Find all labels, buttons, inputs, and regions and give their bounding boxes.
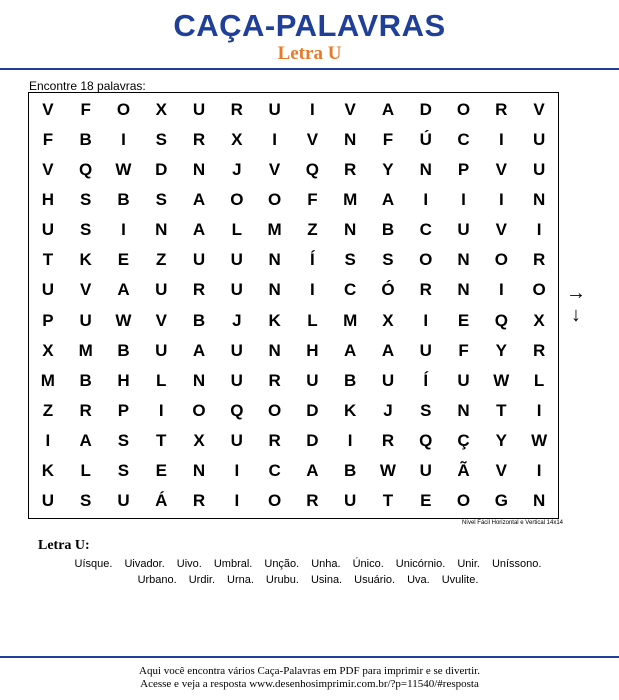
grid-cell: L xyxy=(156,370,167,390)
grid-cell: C xyxy=(268,460,281,480)
grid-cell: A xyxy=(79,430,92,450)
word-item: Umbral. xyxy=(213,558,253,570)
grid-cell: I xyxy=(310,280,315,300)
grid-cell: S xyxy=(382,250,394,270)
grid-cell: S xyxy=(80,220,92,240)
grid-cell: E xyxy=(117,250,130,270)
grid-cell: Q xyxy=(79,160,93,180)
grid-cell: A xyxy=(117,280,130,300)
grid-cell: I xyxy=(272,130,277,150)
grid-cell: N xyxy=(419,160,432,180)
grid-cell: O xyxy=(419,250,433,270)
grid-cell: B xyxy=(344,460,357,480)
grid-cell: G xyxy=(494,490,508,510)
grid-cell: O xyxy=(267,400,282,420)
grid-cell: N xyxy=(268,250,281,270)
grid-cell: M xyxy=(40,370,55,390)
grid-cell: N xyxy=(192,460,206,480)
grid-cell: E xyxy=(420,490,432,510)
page-title: CAÇA-PALAVRAS xyxy=(173,8,446,43)
grid-cell: L xyxy=(307,310,318,330)
grid-cell: I xyxy=(498,130,504,150)
grid-cell: N xyxy=(457,280,470,300)
grid-cell: Z xyxy=(307,220,318,240)
grid-cell: F xyxy=(458,340,469,360)
grid-cell: O xyxy=(192,400,206,420)
grid-cell: R xyxy=(381,430,395,450)
grid-cell: U xyxy=(41,490,55,510)
grid-cell: O xyxy=(116,100,131,120)
grid-cell: U xyxy=(230,280,243,300)
grid-cell: S xyxy=(80,190,92,210)
grid-cell: K xyxy=(79,250,92,270)
grid-cell: U xyxy=(79,310,92,330)
grid-cell: N xyxy=(268,340,281,360)
grid-cell: N xyxy=(344,130,357,150)
grid-cell: U xyxy=(155,340,168,360)
grid-cell: R xyxy=(268,370,281,390)
grid-cell: R xyxy=(192,280,206,300)
grid-cell: N xyxy=(192,370,206,390)
grid-cell: O xyxy=(456,490,471,510)
grid-cell: O xyxy=(267,490,282,510)
grid-cell: R xyxy=(268,430,281,450)
footer xyxy=(0,665,619,691)
grid-cell: A xyxy=(306,460,319,480)
grid-cell: J xyxy=(232,160,242,180)
grid-cell: J xyxy=(383,400,393,420)
grid-cell: U xyxy=(419,340,432,360)
grid-cell: O xyxy=(456,100,471,120)
grid-cell: B xyxy=(79,370,92,390)
grid-cell: M xyxy=(343,310,358,330)
grid-cell: V xyxy=(306,130,319,150)
grid-cell: V xyxy=(80,280,92,300)
grid-cell: N xyxy=(268,280,281,300)
grid-cell: A xyxy=(381,340,395,360)
grid-cell: M xyxy=(343,190,358,210)
grid-cell: R xyxy=(419,280,432,300)
grid-cell: Ç xyxy=(457,430,470,450)
grid-cell: O xyxy=(267,190,282,210)
word-item: Urna. xyxy=(227,574,254,586)
grid-cell: M xyxy=(267,220,282,240)
instructions: Encontre 18 palavras: xyxy=(29,79,146,93)
grid-cell: V xyxy=(42,160,54,180)
grid-cell: K xyxy=(344,400,357,420)
grid-cell: S xyxy=(155,190,167,210)
word-item: Urubu. xyxy=(265,574,299,586)
grid-cell: U xyxy=(230,370,243,390)
grid-cell: A xyxy=(381,100,395,120)
grid-cell: X xyxy=(193,430,205,450)
grid-cell: Z xyxy=(156,250,167,270)
grid-cell: A xyxy=(344,340,357,360)
grid-cell: N xyxy=(457,250,470,270)
grid-cell: Y xyxy=(495,430,507,450)
grid-cell: L xyxy=(80,460,91,480)
grid-cell: N xyxy=(532,190,546,210)
grid-cell: R xyxy=(306,490,319,510)
grid-cell: N xyxy=(155,220,168,240)
grid-cell: W xyxy=(115,160,132,180)
word-list-heading: Letra U: xyxy=(38,538,90,553)
grid-cell: X xyxy=(382,310,394,330)
grid-cell: R xyxy=(532,250,546,270)
grid-cell: V xyxy=(533,100,545,120)
grid-cell: T xyxy=(496,400,507,420)
grid-cell: F xyxy=(42,130,54,150)
grid-cell: S xyxy=(117,460,130,480)
grid-cell: R xyxy=(230,100,243,120)
grid-cell: Z xyxy=(42,400,54,420)
grid-cell: I xyxy=(536,400,542,420)
grid-cell: O xyxy=(230,190,244,210)
grid-cell: Ó xyxy=(381,280,395,300)
grid-cell: C xyxy=(344,280,357,300)
grid-cell: L xyxy=(533,370,545,390)
grid-cell: Q xyxy=(305,160,319,180)
grid-cell: N xyxy=(532,490,546,510)
grid-cell: V xyxy=(495,460,507,480)
grid-cell: R xyxy=(192,490,206,510)
grid-cell: T xyxy=(382,490,394,510)
grid-cell: R xyxy=(192,130,206,150)
grid-cell: D xyxy=(306,400,319,420)
grid-cell: U xyxy=(268,100,281,120)
grid-cell: W xyxy=(379,460,396,480)
grid-cell: W xyxy=(115,310,132,330)
grid-cell: V xyxy=(268,160,281,180)
grid-cell: S xyxy=(155,130,167,150)
grid-cell: P xyxy=(42,310,54,330)
grid-cell: N xyxy=(192,160,206,180)
word-item: Unção. xyxy=(264,558,300,570)
grid-cell: Y xyxy=(382,160,394,180)
word-item: Uivador. xyxy=(124,558,165,570)
grid-cell: A xyxy=(381,190,395,210)
grid-cell: A xyxy=(192,220,206,240)
grid-cell: I xyxy=(234,490,240,510)
word-item: Unha. xyxy=(311,558,341,570)
grid-cell: K xyxy=(41,460,55,480)
grid-cell: T xyxy=(156,430,167,450)
grid-cell: D xyxy=(419,100,432,120)
grid-cell: S xyxy=(117,430,130,450)
grid-cell: B xyxy=(79,130,92,150)
grid-cell: Á xyxy=(155,490,168,510)
word-item: Uva. xyxy=(407,574,430,586)
grid-cell: U xyxy=(117,490,130,510)
grid-cell: H xyxy=(117,370,130,390)
grid-cell: X xyxy=(155,100,167,120)
grid-cell: A xyxy=(192,340,206,360)
grid-cell: S xyxy=(80,490,92,510)
grid-cell: K xyxy=(268,310,281,330)
grid-cell: I xyxy=(461,190,466,210)
grid-cell: U xyxy=(344,490,357,510)
grid-cell: B xyxy=(344,370,357,390)
grid-cell: Í xyxy=(310,250,315,270)
grid-cell: W xyxy=(531,430,548,450)
grid-cell: I xyxy=(234,460,240,480)
grid-cell: I xyxy=(423,190,429,210)
footer-line-1: Aqui você encontra vários Caça-Palavras em PDF para imprimir e se divertir. xyxy=(139,665,480,677)
grid-cell: I xyxy=(498,190,504,210)
grid-cell: S xyxy=(344,250,356,270)
word-search-grid-frame xyxy=(28,92,559,519)
word-item: Usuário. xyxy=(354,574,396,586)
grid-cell: O xyxy=(532,280,546,300)
word-item: Uivo. xyxy=(176,558,202,570)
grid-cell: X xyxy=(533,310,545,330)
grid-cell: B xyxy=(117,190,130,210)
grid-cell: I xyxy=(536,460,542,480)
grid-cell: V xyxy=(42,100,54,120)
footer-line-2: Acesse e veja a resposta www.desenhosimprimir.com.br/?p=11540/#resposta xyxy=(140,678,479,690)
grid-cell: R xyxy=(344,160,357,180)
grid-cell: I xyxy=(347,430,353,450)
grid-cell: N xyxy=(457,400,470,420)
grid-cell: F xyxy=(307,190,318,210)
grid-cell: U xyxy=(457,220,470,240)
grid-cell: X xyxy=(231,130,243,150)
grid-cell: H xyxy=(41,190,55,210)
grid-cell: U xyxy=(155,280,168,300)
grid-cell: U xyxy=(306,370,319,390)
word-item: Urdir. xyxy=(188,574,215,586)
grid-cell: I xyxy=(498,280,504,300)
grid-cell: D xyxy=(306,430,319,450)
grid-cell: U xyxy=(230,430,243,450)
word-item: Uvulite. xyxy=(441,574,479,586)
arrow-right-icon: → xyxy=(566,282,586,304)
word-list xyxy=(28,556,588,588)
grid-cell: P xyxy=(457,160,470,180)
grid-cell: Q xyxy=(419,430,433,450)
grid-cell: O xyxy=(494,250,508,270)
grid-cell: I xyxy=(121,220,126,240)
grid-cell: F xyxy=(80,100,91,120)
level-note: Nível Fácil Horizontal e Vertical 14x14 xyxy=(461,520,563,526)
word-item: Uísque. xyxy=(74,558,113,570)
grid-cell: M xyxy=(78,340,93,360)
grid-cell: U xyxy=(192,250,206,270)
word-item: Unir. xyxy=(457,558,480,570)
word-item: Unicórnio. xyxy=(395,558,446,570)
grid-cell: I xyxy=(310,100,315,120)
page-subtitle: Letra U xyxy=(277,43,342,64)
grid-cell: U xyxy=(532,160,546,180)
grid-cell: U xyxy=(41,280,55,300)
grid-cell: I xyxy=(45,430,51,450)
grid-cell: P xyxy=(117,400,130,420)
grid-cell: R xyxy=(532,340,546,360)
grid-cell: U xyxy=(457,370,470,390)
grid-cell: V xyxy=(344,100,356,120)
word-search-grid xyxy=(29,93,558,518)
grid-cell: I xyxy=(536,220,542,240)
word-item: Único. xyxy=(352,558,384,570)
grid-cell: B xyxy=(117,340,130,360)
grid-cell: Í xyxy=(423,370,429,390)
grid-cell: Y xyxy=(495,340,507,360)
grid-cell: U xyxy=(532,130,546,150)
grid-cell: U xyxy=(192,100,206,120)
grid-cell: V xyxy=(155,310,167,330)
grid-cell: F xyxy=(382,130,394,150)
grid-cell: I xyxy=(121,130,126,150)
grid-cell: L xyxy=(231,220,242,240)
word-item: Usina. xyxy=(310,574,343,586)
grid-cell: R xyxy=(495,100,508,120)
grid-cell: J xyxy=(232,310,242,330)
grid-cell: U xyxy=(419,460,432,480)
grid-cell: I xyxy=(423,310,429,330)
grid-cell: Ã xyxy=(457,460,470,480)
grid-cell: U xyxy=(41,220,55,240)
grid-cell: C xyxy=(419,220,432,240)
grid-cell: N xyxy=(344,220,357,240)
grid-cell: V xyxy=(495,220,507,240)
grid-cell: Q xyxy=(230,400,244,420)
grid-cell: R xyxy=(79,400,92,420)
grid-cell: S xyxy=(420,400,432,420)
grid-cell: D xyxy=(155,160,168,180)
word-item: Uníssono. xyxy=(491,558,542,570)
grid-cell: U xyxy=(381,370,395,390)
grid-cell: W xyxy=(493,370,510,390)
grid-cell: E xyxy=(457,310,470,330)
grid-cell: A xyxy=(192,190,206,210)
grid-cell: B xyxy=(192,310,206,330)
header-divider xyxy=(0,68,619,70)
grid-cell: U xyxy=(230,340,243,360)
grid-cell: U xyxy=(230,250,243,270)
grid-cell: H xyxy=(306,340,319,360)
grid-cell: T xyxy=(42,250,54,270)
grid-cell: C xyxy=(457,130,470,150)
grid-cell: B xyxy=(381,220,395,240)
grid-cell: I xyxy=(158,400,164,420)
word-item: Urbano. xyxy=(137,574,177,586)
grid-cell: V xyxy=(495,160,507,180)
arrow-down-icon: ↓ xyxy=(571,304,581,326)
footer-divider xyxy=(0,656,619,658)
grid-cell: X xyxy=(42,340,54,360)
grid-cell: Ú xyxy=(419,130,432,150)
grid-cell: Q xyxy=(494,310,508,330)
grid-cell: E xyxy=(155,460,167,480)
